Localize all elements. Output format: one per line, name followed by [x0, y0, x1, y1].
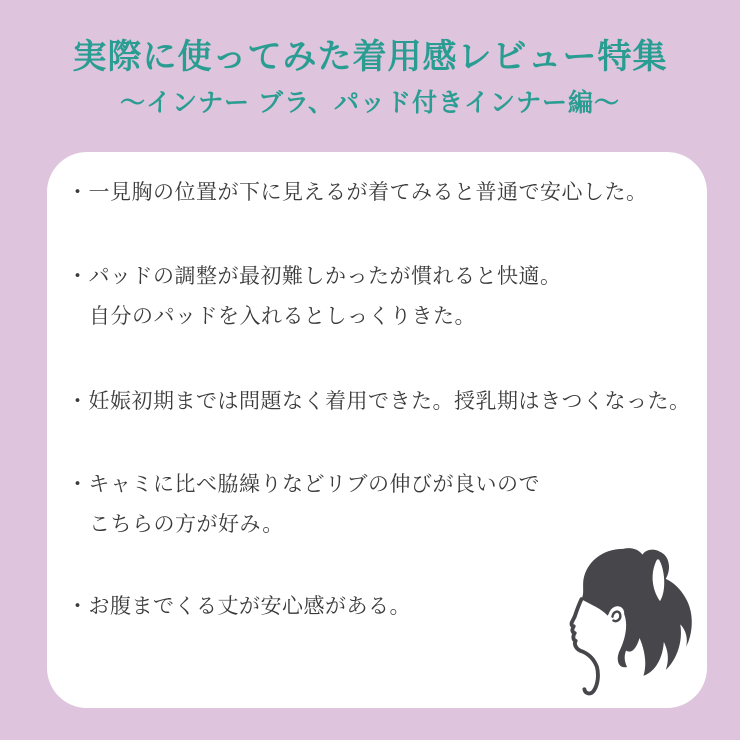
- review-line: ・キャミに比べ脇繰りなどリブの伸びが良いので: [67, 473, 540, 496]
- review-line: こちらの方が好み。: [89, 513, 284, 536]
- review-item: [67, 173, 687, 213]
- page-title: 実際に使ってみた着用感レビュー特集: [72, 38, 668, 76]
- header: [0, 34, 740, 120]
- page-subtitle: 〜インナー ブラ、パッド付きインナー編〜: [120, 89, 620, 117]
- review-line: ・妊娠初期までは問題なく着用できた。授乳期はきつくなった。: [67, 390, 691, 413]
- review-item: [67, 382, 691, 422]
- review-item: [67, 465, 687, 545]
- review-item: [67, 257, 687, 337]
- review-line: 自分のパッドを入れるとしっくりきた。: [89, 305, 476, 328]
- reviews-card: [47, 152, 707, 708]
- review-line: ・パッドの調整が最初難しかったが慣れると快適。: [67, 265, 562, 288]
- review-line: ・お腹までくる丈が安心感がある。: [67, 595, 411, 618]
- woman-profile-silhouette-icon: [559, 543, 695, 698]
- review-line: ・一見胸の位置が下に見えるが着てみると普通で安心した。: [67, 181, 648, 204]
